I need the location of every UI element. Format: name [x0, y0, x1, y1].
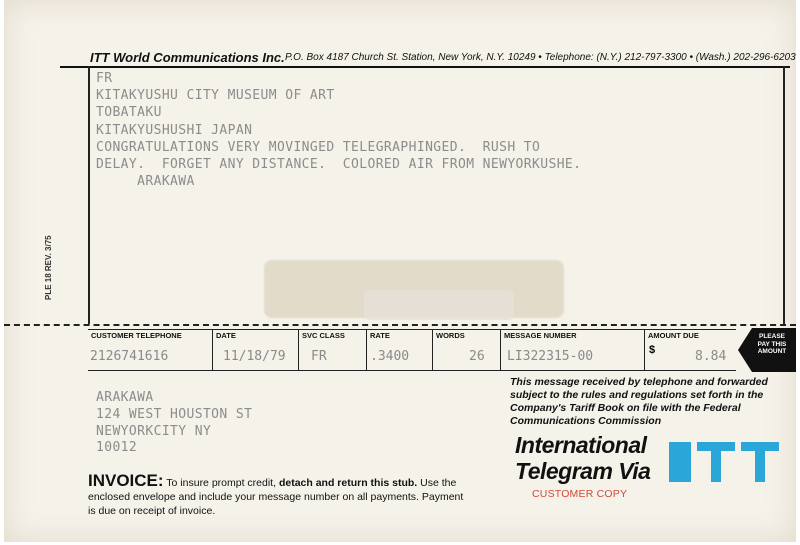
message-line: ARAKAWA	[96, 174, 195, 190]
date-cell	[212, 330, 299, 370]
please-pay-arrow	[738, 326, 796, 374]
date-value: 11/18/79	[223, 349, 286, 364]
words-label: WORDS	[436, 331, 465, 340]
tear-line[interactable]	[4, 324, 796, 326]
svc-class-cell	[298, 330, 367, 370]
invoice-instructions	[88, 471, 468, 518]
message-line: DELAY. FORGET ANY DISTANCE. COLORED AIR FROM NEWYORKUSHE.	[96, 157, 582, 173]
currency-symbol: $	[649, 344, 656, 356]
invoice-title: INVOICE:	[88, 471, 164, 490]
invoice-text-a: To insure prompt credit,	[166, 477, 279, 489]
words-value: 26	[469, 349, 485, 364]
rate-value: .3400	[370, 349, 410, 364]
invoice-text-b: detach and return this stub.	[278, 477, 418, 489]
brand-line-2: Telegram Via	[515, 458, 651, 484]
message-number-label: MESSAGE NUMBER	[504, 331, 577, 340]
message-line: FR	[96, 71, 113, 86]
billing-row	[88, 329, 736, 371]
itt-logo	[665, 438, 783, 486]
itt-logo-mark	[669, 442, 779, 482]
customer-copy-label: CUSTOMER COPY	[532, 488, 628, 500]
brand-tagline	[515, 432, 650, 484]
address-line: 124 WEST HOUSTON ST	[96, 406, 253, 422]
message-line: CONGRATULATIONS VERY MOVINGED TELEGRAPHINGED. RUSH TO	[96, 139, 541, 155]
address-line: 10012	[96, 440, 138, 456]
words-cell	[432, 330, 501, 370]
letterhead	[60, 48, 796, 68]
message-number-cell	[500, 330, 645, 370]
customer-telephone-label: CUSTOMER TELEPHONE	[91, 331, 182, 340]
svc-class-value: FR	[311, 349, 327, 364]
please-pay-text: PLEASE PAY THIS AMOUNT	[757, 333, 787, 355]
svc-class-label: SVC CLASS	[302, 331, 345, 340]
customer-telephone-cell	[88, 330, 212, 370]
frame-right-line	[783, 66, 785, 324]
brand-line-1: International	[515, 432, 647, 458]
amount-due-value: 8.84	[695, 349, 727, 364]
message-line: KITAKYUSHU CITY MUSEUM OF ART	[96, 88, 335, 104]
address-line: NEWYORKCITY NY	[96, 423, 212, 439]
telegram-message	[96, 70, 581, 190]
amount-due-cell	[644, 330, 737, 370]
invoice-text-c: Use the enclosed envelope and include your message number on all payments. Payment is due on receipt of invoice.	[88, 477, 464, 517]
message-number-value: LI322315-00	[507, 349, 594, 364]
address-line: ARAKAWA	[96, 390, 154, 405]
message-line: KITAKYUSHUSHI JAPAN	[96, 122, 253, 138]
company-name: ITT World Communications Inc.	[90, 50, 285, 65]
rate-cell	[366, 330, 433, 370]
frame-left-line	[88, 66, 90, 324]
message-line: TOBATAKU	[96, 105, 162, 121]
customer-telephone-value: 2126741616	[90, 349, 169, 364]
amount-due-label: AMOUNT DUE	[648, 331, 699, 340]
date-label: DATE	[216, 331, 236, 340]
recipient-address	[96, 390, 252, 457]
regulatory-notice: This message received by telephone and forwarded subject to the rules and regulations set forth in the Company's Tariff Book on file with the Federal Communications Commission	[510, 376, 768, 427]
form-code: PLE 18 REV. 3/75	[44, 235, 53, 300]
rate-label: RATE	[370, 331, 390, 340]
company-address: P.O. Box 4187 Church St. Station, New York, N.Y. 10249 • Telephone: (N.Y.) 212-797-3300 • (Wash.) 202-296-6203	[285, 52, 796, 63]
tape-residue	[364, 290, 514, 320]
